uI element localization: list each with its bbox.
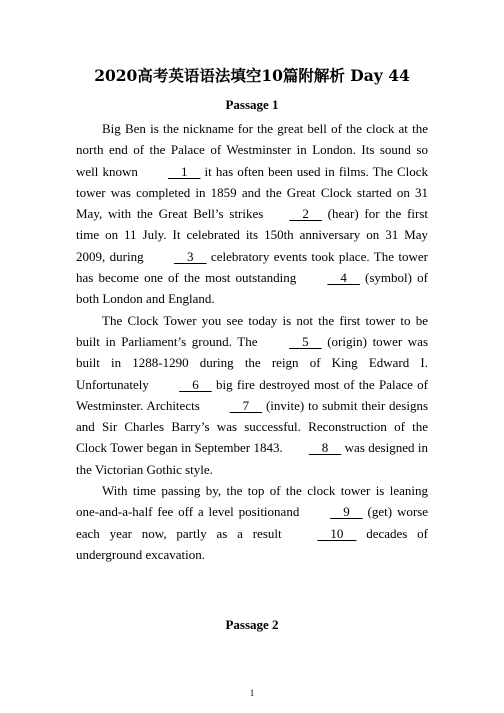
blank-7: 7 <box>229 397 263 413</box>
paragraph-text: (hear) for the first time on 11 July. It celebrated its 150th anniversary on 31 May 2009, during <box>76 206 428 264</box>
paragraph-2 <box>76 310 428 480</box>
blank-4: 4 <box>327 270 360 286</box>
paragraph-text: (symbol) of both London and England. <box>76 270 428 307</box>
blank-2: 2 <box>289 206 322 222</box>
paragraph-text: (invite) to submit their designs and Sir Charles Barry’s was successful. Reconstruction of the Clock Tower began in September 1843. <box>76 397 429 456</box>
passage-1-heading: Passage 1 <box>225 97 279 112</box>
paragraph-text: (get) worse each year now, partly as a result <box>76 504 429 541</box>
paragraph-text: it has often been used in films. The Clock tower was completed in 1859 and the Great Clock started on 31 May, with the Great Bell’s strikes <box>76 163 428 222</box>
paragraph-text: celebratory events took place. The tower has become one of the most outstanding <box>76 248 428 286</box>
blank-10: 10 <box>317 525 357 541</box>
blank-9: 9 <box>330 504 363 520</box>
blank-1: 1 <box>167 163 201 179</box>
paragraph-1 <box>76 118 428 310</box>
blank-8: 8 <box>308 440 342 456</box>
paragraph-text: Big Ben is the nickname for the great bell of the clock at the north end of the Palace of Westminster in London. Its sound so well known <box>76 121 428 179</box>
blank-3: 3 <box>174 248 207 264</box>
paragraph-text: (origin) tower was built in 1288-1290 during the reign of King Edward I. Unfortunately <box>76 333 428 392</box>
paragraph-text: The Clock Tower you see today is not the first tower to be built in Parliament’s ground. The <box>76 312 428 349</box>
paragraph-text: was designed in the Victorian Gothic style. <box>76 440 428 477</box>
passage-2-heading: Passage 2 <box>225 617 279 632</box>
page-number: 1 <box>249 688 255 698</box>
paragraph-3 <box>76 480 428 565</box>
paragraph-text: With time passing by, the top of the clock tower is leaning one-and-a-half fee off a level positionand <box>76 483 428 520</box>
blank-6: 6 <box>179 376 212 392</box>
paragraph-text: decades of underground excavation. <box>76 525 429 562</box>
document-title: 2020高考英语语法填空10篇附解析 Day 44 <box>94 66 410 85</box>
blank-5: 5 <box>289 333 322 349</box>
passage-1-body <box>76 118 428 565</box>
paragraph-text: big fire destroyed most of the Palace of Westminster. Architects <box>76 376 429 413</box>
